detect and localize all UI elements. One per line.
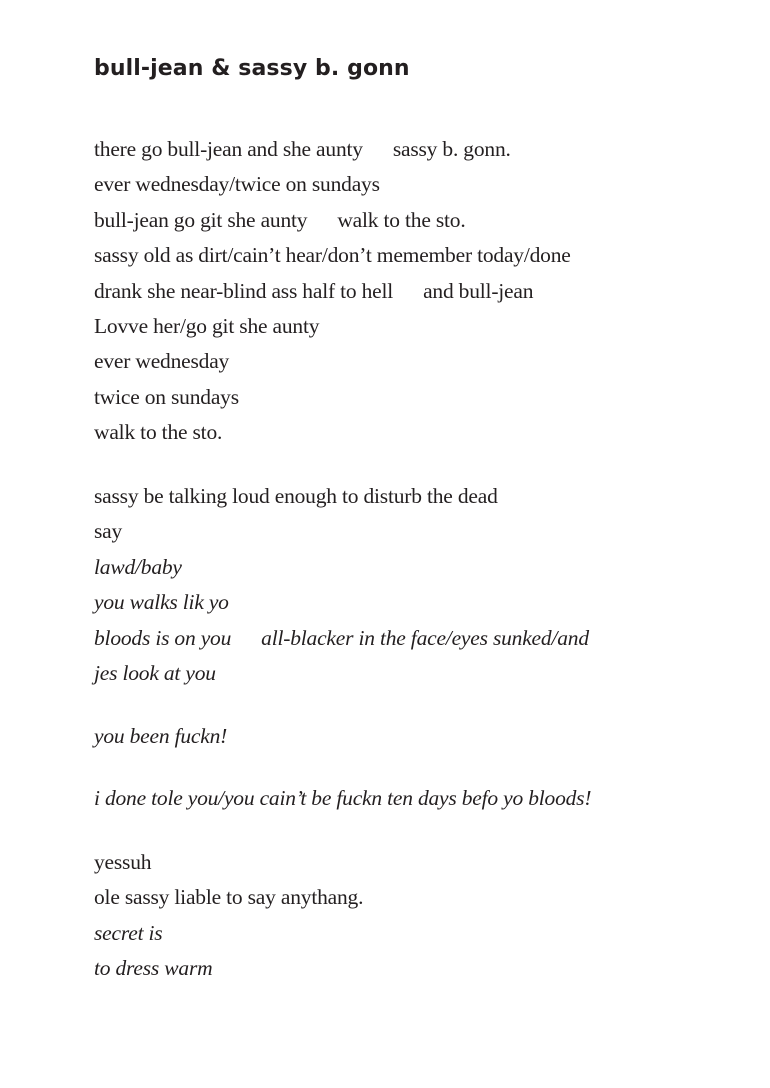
poem-line: Lovve her/go git she aunty bbox=[94, 313, 320, 338]
stanza-1 bbox=[94, 132, 734, 451]
stanza-2 bbox=[94, 479, 734, 691]
poem-line-italic: to dress warm bbox=[94, 956, 213, 981]
poem-line-italic: you walks lik yo bbox=[94, 590, 229, 615]
line-text: drank she near-blind ass half to hell bbox=[94, 278, 394, 303]
poem-line-italic: you been fuckn! bbox=[94, 724, 228, 748]
poem-line-italic bbox=[94, 621, 734, 656]
poem-line: ole sassy liable to say anythang. bbox=[94, 885, 364, 910]
poem-line: walk to the sto. bbox=[94, 420, 223, 445]
poem-line: yessuh bbox=[94, 850, 152, 874]
line-text: all-blacker in the face/eyes sunked/and bbox=[261, 625, 589, 650]
line-text: walk to the sto. bbox=[337, 207, 466, 232]
poem-line-italic: lawd/baby bbox=[94, 554, 182, 579]
poem-line bbox=[94, 132, 734, 167]
poem-line bbox=[94, 203, 734, 238]
line-text: bloods is on you bbox=[94, 625, 232, 650]
poem-line: ever wednesday bbox=[94, 349, 230, 374]
poem-line: sassy old as dirt/cain’t hear/don’t memember today/done bbox=[94, 243, 571, 268]
poem-line-italic: i done tole you/you cain’t be fuckn ten days befo yo bloods! bbox=[94, 786, 592, 810]
stanza-3 bbox=[94, 719, 734, 754]
poem-line: ever wednesday/twice on sundays bbox=[94, 172, 380, 197]
line-text: and bull-jean bbox=[423, 278, 534, 303]
line-text: sassy b. gonn. bbox=[392, 137, 511, 161]
stanza-4 bbox=[94, 781, 734, 816]
stanza-5 bbox=[94, 845, 734, 987]
poem-line: sassy be talking loud enough to disturb the dead bbox=[94, 484, 498, 508]
poem-line-italic: jes look at you bbox=[94, 660, 216, 685]
line-text: there go bull-jean and she aunty bbox=[94, 137, 363, 161]
poem-line: say bbox=[94, 519, 123, 544]
poem-line: twice on sundays bbox=[94, 384, 239, 409]
line-text: bull-jean go git she aunty bbox=[94, 207, 308, 232]
poem-line bbox=[94, 274, 734, 309]
poem-line-italic: secret is bbox=[94, 920, 163, 945]
poem-title: bull-jean & sassy b. gonn bbox=[94, 56, 410, 81]
